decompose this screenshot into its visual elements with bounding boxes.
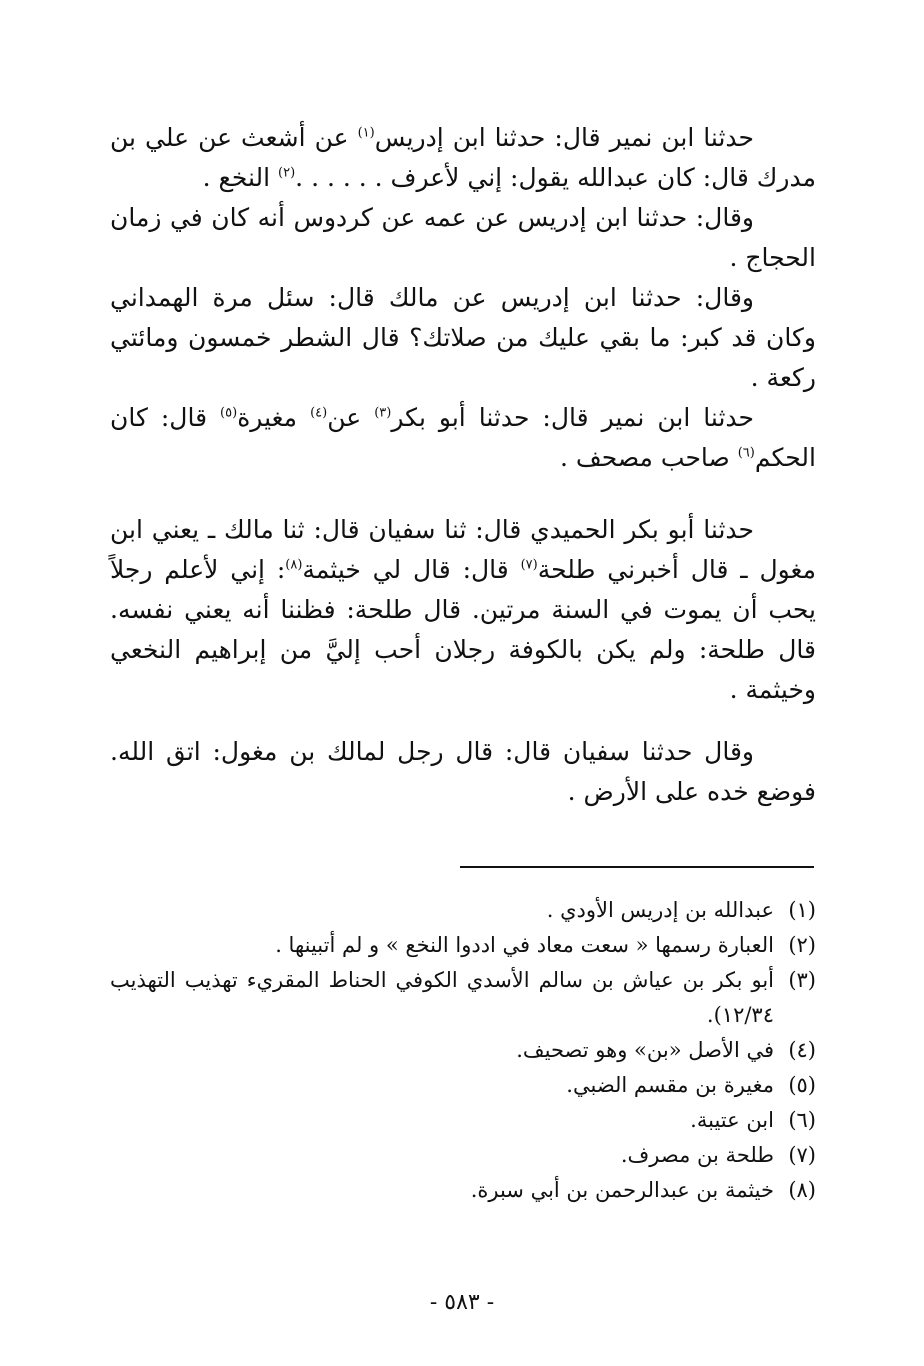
- footnote-marker: (٢): [278, 165, 296, 181]
- text-run: عن: [327, 403, 375, 432]
- text-block-2: [110, 510, 816, 710]
- footnote-item: [110, 928, 816, 963]
- text-run: عن أشعث عن علي بن مدرك قال: كان عبدالله يقول: إني لأعرف . . . . . .: [110, 123, 816, 192]
- paragraph: وقال: حدثنا ابن إدريس عن عمه عن كردوس أنه كان في زمان الحجاج .: [110, 203, 816, 272]
- footnote-number: (٧): [788, 1143, 816, 1167]
- footnote-marker: (٧): [520, 557, 538, 573]
- footnote-item: [110, 1033, 816, 1068]
- footnote-text: أبو بكر بن عياش بن سالم الأسدي الكوفي الحناط المقريء تهذيب التهذيب ١٢/٣٤).: [110, 968, 774, 1027]
- paragraph: [110, 510, 816, 710]
- footnote-marker: (٣): [374, 405, 392, 421]
- footnote-marker: (٥): [220, 405, 238, 421]
- footnote-text: العبارة رسمها « سعت معاد في اددوا النخع » و لم أتبينها .: [275, 933, 774, 957]
- paragraph: [110, 118, 816, 198]
- footnote-number: (٣): [788, 968, 816, 992]
- footnote-number: (٥): [788, 1073, 816, 1097]
- footnote-number: (٤): [788, 1038, 816, 1062]
- footnote-item: [110, 1068, 816, 1103]
- paragraph: [110, 398, 816, 478]
- footnote-number: (٦): [788, 1108, 816, 1132]
- footnote-text: طلحة بن مصرف.: [620, 1143, 774, 1167]
- footnote-item: [110, 963, 816, 1033]
- text-run: : إني لأعلم رجلاً يحب أن يموت في السنة مرتين. قال طلحة: فظننا أنه يعني نفسه. قال طلحة: ولم يكن بالكوفة رجلان أحب إليَّ من إبراهيم النخعي وخيثمة .: [110, 555, 816, 704]
- footnote-text: مغيرة بن مقسم الضبي.: [566, 1073, 774, 1097]
- footnote-marker: (١): [357, 125, 375, 141]
- footnote-text: عبدالله بن إدريس الأودي .: [546, 898, 774, 922]
- text-run: النخع .: [202, 163, 279, 192]
- paragraph: وقال حدثنا سفيان قال: قال رجل لمالك بن مغول: اتق الله. فوضع خده على الأرض .: [110, 737, 816, 806]
- footnote-text: ابن عتيبة.: [690, 1108, 774, 1132]
- footnote-item: [110, 1138, 816, 1173]
- text-run: قال: قال لي خيثمة: [302, 555, 521, 584]
- text-run: حدثنا أبو بكر الحميدي قال: ثنا سفيان قال: ثنا مالك ـ يعني ابن مغول ـ قال أخبرني طلحة: [110, 515, 816, 584]
- text-run: حدثنا ابن نمير قال: حدثنا أبو بكر: [391, 403, 754, 432]
- footnote-marker: (٤): [310, 405, 328, 421]
- text-block-3: [110, 732, 816, 812]
- footnote-number: (٨): [788, 1178, 816, 1202]
- text-run: قال: كان الحكم: [110, 403, 816, 472]
- footnote-item: [110, 1173, 816, 1208]
- text-block-1: [110, 118, 816, 478]
- footnote-number: (١): [788, 898, 816, 922]
- footnote-text: خيثمة بن عبدالرحمن بن أبي سبرة.: [470, 1178, 774, 1202]
- footnote-item: [110, 1103, 816, 1138]
- footnote-number: (٢): [788, 933, 816, 957]
- paragraph: وقال: حدثنا ابن إدريس عن مالك قال: سئل مرة الهمداني وكان قد كبر: ما بقي عليك من صلاتك؟ قال الشطر خمسون ومائتي ركعة .: [110, 283, 816, 392]
- text-run: مغيرة: [237, 403, 311, 432]
- footnote-marker: (٨): [285, 557, 303, 573]
- footnote-marker: (٦): [737, 445, 755, 461]
- footnote-separator: [460, 866, 814, 868]
- text-run: حدثنا ابن نمير قال: حدثنا ابن إدريس: [374, 123, 755, 152]
- footnotes-list: [110, 893, 816, 1208]
- footnote-item: [110, 893, 816, 928]
- page-number: - ٥٨٣ -: [429, 1290, 495, 1315]
- text-run: صاحب مصحف .: [559, 443, 738, 472]
- footnote-text: في الأصل «بن» وهو تصحيف.: [516, 1038, 774, 1062]
